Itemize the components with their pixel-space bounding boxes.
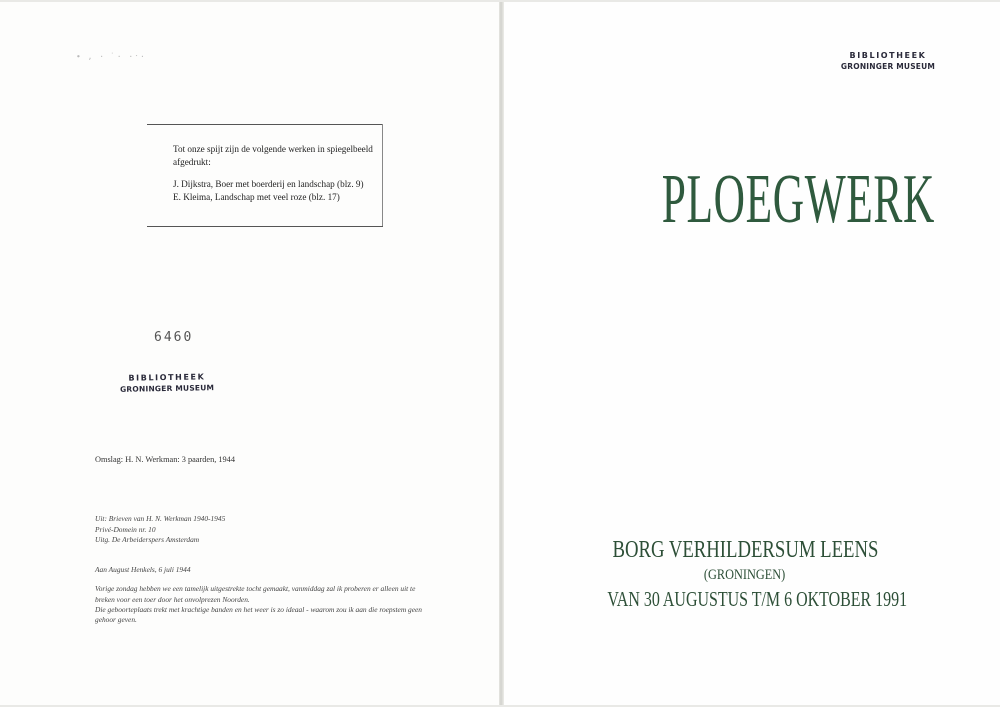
- faint-smudge-marks: ∙ , · ̇ · ·ˑ·: [76, 52, 146, 61]
- letter-heading: Aan August Henkels, 6 juli 1944: [95, 565, 191, 574]
- errata-intro: Tot onze spijt zijn de volgende werken in spiegelbeeld afgedrukt:: [173, 144, 373, 167]
- letter-line: gehoor geven.: [95, 615, 137, 625]
- errata-slip: [147, 124, 383, 227]
- stamp-line-2: GRONINGER MUSEUM: [119, 383, 215, 394]
- letter-excerpt: [95, 565, 455, 625]
- letter-line: breken voor een toer door het onvolprezen Noorden.: [95, 594, 250, 604]
- stamp-line-1: BIBLIOTHEEK: [849, 51, 927, 60]
- venue-name: BORG VERHILDERSUM LEENS: [612, 537, 878, 563]
- letter-line: Die geboorteplaats trekt met krachtige banden en het weer is zo ideaal - waarom zou ik aan die roepstem geen: [95, 604, 422, 614]
- stamp-line-2: GRONINGER MUSEUM: [840, 62, 936, 71]
- library-stamp: [836, 50, 940, 72]
- stamp-line-1: BIBLIOTHEEK: [128, 372, 206, 383]
- letter-line: Vorige zondag hebben we een tamelijk uitgestrekte tocht gemaakt, vanmiddag zal ik proberen er alleen uit te: [95, 584, 416, 594]
- library-stamp: [117, 371, 217, 395]
- errata-bottom-rule: [147, 226, 383, 227]
- errata-item: E. Kleima, Landschap met veel roze (blz. 17): [173, 192, 340, 202]
- errata-top-rule: [147, 124, 383, 125]
- catalog-number: 6460: [154, 330, 194, 345]
- venue-region: (GRONINGEN): [704, 567, 786, 583]
- errata-text: [173, 143, 383, 204]
- cover-credit: Omslag: H. N. Werkman: 3 paarden, 1944: [95, 455, 235, 464]
- source-line: Privé-Domein nr. 10: [95, 524, 156, 534]
- exhibition-dates: VAN 30 AUGUSTUS T/M 6 OKTOBER 1991: [607, 587, 908, 611]
- source-line: Uit: Brieven van H. N. Werkman 1940-1945: [95, 514, 226, 523]
- source-line: Uitg. De Arbeiderspers Amsterdam: [95, 535, 200, 544]
- book-spine: [499, 0, 504, 707]
- page-edge-top: [0, 0, 1000, 2]
- venue-block: [560, 535, 930, 613]
- source-citation: [95, 514, 225, 546]
- errata-item: J. Dijkstra, Boer met boerderij en landschap (blz. 9): [173, 179, 364, 189]
- page-title: PLOEGWERK: [661, 161, 935, 238]
